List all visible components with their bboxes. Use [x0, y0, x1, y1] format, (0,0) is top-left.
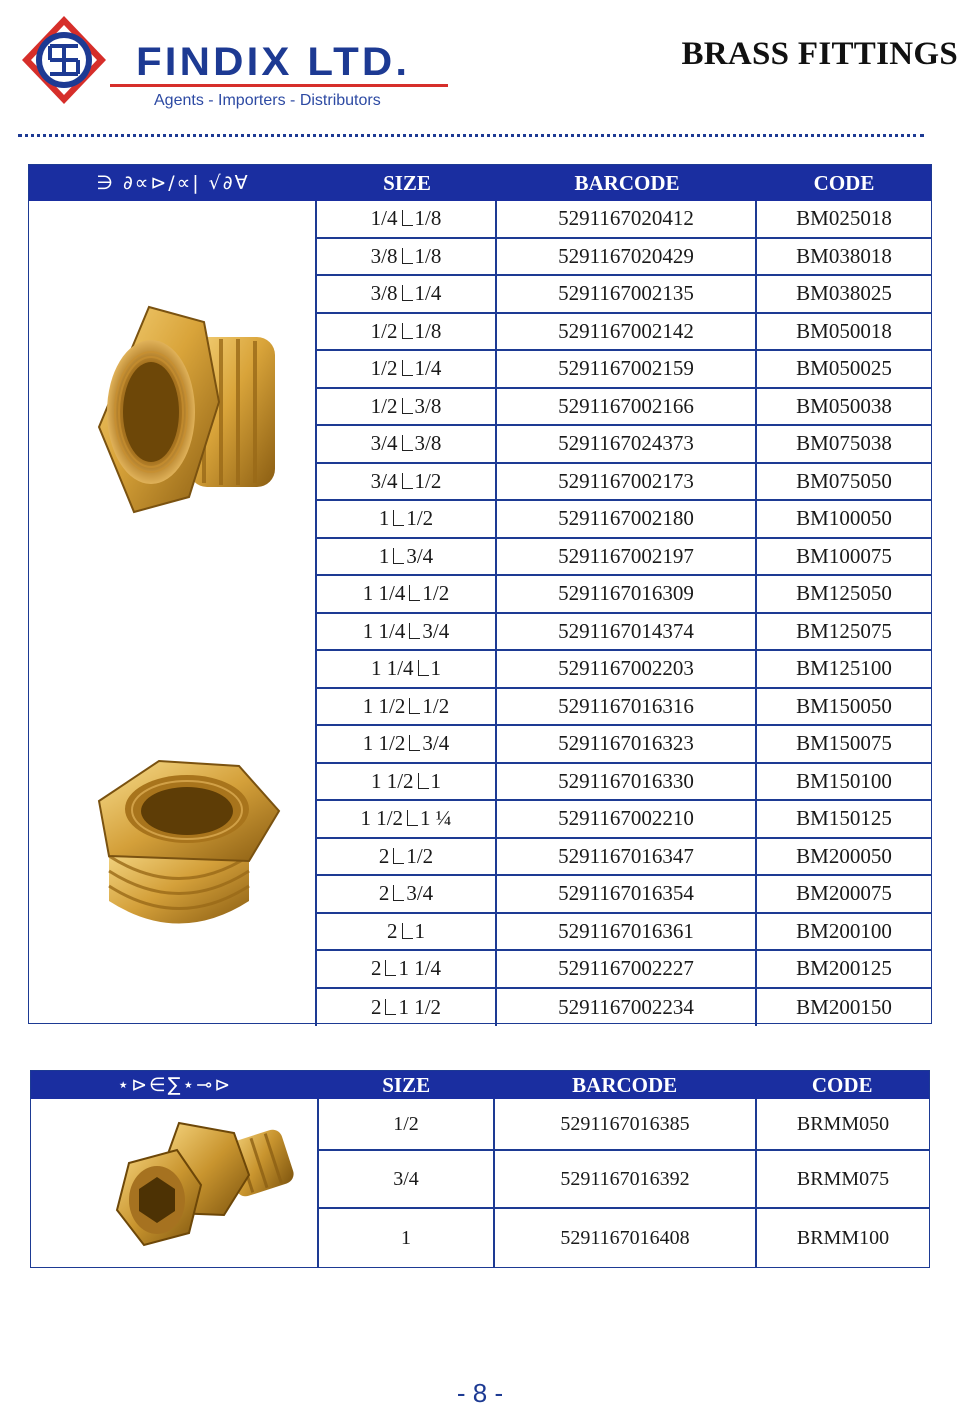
- size-minor: 3/4: [406, 543, 434, 568]
- brand-tagline: Agents - Importers - Distributors: [154, 92, 381, 109]
- reducer-separator-icon: [385, 960, 396, 976]
- size-major: 3/4: [370, 431, 398, 456]
- barcode-cell: 5291167016408: [493, 1209, 755, 1267]
- size-cell: [315, 726, 495, 762]
- size-minor: 1/8: [414, 243, 442, 268]
- barcode-cell: 5291167002197: [495, 539, 755, 575]
- size-cell: [315, 839, 495, 875]
- size-minor: 1/8: [414, 206, 442, 231]
- barcode-cell: 5291167020412: [495, 201, 755, 237]
- table-row: [315, 389, 931, 427]
- barcode-cell: 5291167002142: [495, 314, 755, 350]
- barcode-cell: 5291167016361: [495, 914, 755, 950]
- product-image-column: [29, 201, 317, 1023]
- size-cell: [315, 651, 495, 687]
- barcode-cell: 5291167002159: [495, 351, 755, 387]
- table-row: [315, 726, 931, 764]
- size-minor: 1/4: [414, 281, 442, 306]
- size-major: 3/4: [370, 468, 398, 493]
- size-major: 2: [378, 843, 390, 868]
- table-row: [315, 989, 931, 1027]
- barcode-cell: 5291167002173: [495, 464, 755, 500]
- size-major: 1 1/4: [362, 618, 406, 643]
- size-major: 1 1/4: [370, 656, 414, 681]
- size-cell: [315, 389, 495, 425]
- size-major: 1 1/4: [362, 581, 406, 606]
- findix-emblem-icon: [14, 10, 114, 110]
- table-row: [315, 501, 931, 539]
- size-minor: 1: [430, 768, 442, 793]
- table-row: [315, 801, 931, 839]
- size-minor: 1/4: [414, 356, 442, 381]
- barcode-cell: 5291167002203: [495, 651, 755, 687]
- size-cell: [315, 914, 495, 950]
- barcode-cell: 5291167002180: [495, 501, 755, 537]
- column-header-barcode: BARCODE: [574, 170, 680, 195]
- table-row: [315, 651, 931, 689]
- reducer-separator-icon: [385, 999, 396, 1015]
- size-cell: [315, 576, 495, 612]
- table-row: [317, 1099, 929, 1151]
- table-row: [315, 314, 931, 352]
- size-cell: [315, 464, 495, 500]
- barcode-cell: 5291167016354: [495, 876, 755, 912]
- table-row: [315, 914, 931, 952]
- size-cell: [315, 351, 495, 387]
- code-cell: BM150125: [755, 801, 931, 837]
- code-cell: BM125100: [755, 651, 931, 687]
- column-header-barcode: BARCODE: [572, 1072, 678, 1097]
- brand-name: FINDIX LTD.: [136, 40, 411, 84]
- reducer-separator-icon: [418, 773, 429, 789]
- union-title: ⋆⊳∈∑⋆⊸⊳: [117, 1074, 233, 1096]
- column-header-code: CODE: [813, 170, 875, 195]
- reducer-separator-icon: [409, 585, 420, 601]
- size-minor: 1/2: [422, 693, 450, 718]
- code-cell: BM200050: [755, 839, 931, 875]
- size-major: 1 1/2: [370, 768, 414, 793]
- reducer-separator-icon: [393, 848, 404, 864]
- size-cell: [315, 989, 495, 1027]
- size-minor: 1/2: [422, 581, 450, 606]
- size-cell: [315, 801, 495, 837]
- code-cell: BM200125: [755, 951, 931, 987]
- barcode-cell: 5291167002210: [495, 801, 755, 837]
- size-major: 1 1/2: [362, 731, 406, 756]
- reducer-separator-icon: [402, 248, 413, 264]
- code-cell: BM075050: [755, 464, 931, 500]
- barcode-cell: 5291167020429: [495, 239, 755, 275]
- header-divider: [18, 134, 924, 137]
- size-major: 1/2: [370, 393, 398, 418]
- size-minor: 3/8: [414, 393, 442, 418]
- size-major: 1/2: [370, 318, 398, 343]
- table-row: [317, 1209, 929, 1267]
- barcode-cell: 5291167002234: [495, 989, 755, 1027]
- bushings-table: [28, 164, 932, 1024]
- size-major: 1 1/2: [362, 693, 406, 718]
- reducer-separator-icon: [402, 473, 413, 489]
- size-minor: 1: [414, 918, 425, 943]
- reducer-separator-icon: [409, 623, 420, 639]
- size-minor: 1/8: [414, 318, 442, 343]
- company-logo: [14, 10, 454, 110]
- size-minor: 3/4: [406, 881, 434, 906]
- code-cell: BRMM050: [755, 1099, 929, 1149]
- union-rows: [317, 1099, 929, 1267]
- code-cell: BM200100: [755, 914, 931, 950]
- column-header-size: SIZE: [382, 1072, 431, 1097]
- table-row: [315, 426, 931, 464]
- code-cell: BM200150: [755, 989, 931, 1027]
- size-major: 1/4: [370, 206, 398, 231]
- size-major: 1: [378, 506, 390, 531]
- barcode-cell: 5291167016316: [495, 689, 755, 725]
- size-minor: 1/2: [414, 468, 442, 493]
- size-minor: 3/8: [414, 431, 442, 456]
- hex-bushing-icon: [79, 297, 299, 527]
- reducer-separator-icon: [402, 360, 413, 376]
- size-cell: [315, 689, 495, 725]
- reducer-separator-icon: [393, 510, 404, 526]
- bushings-table-header: [29, 165, 931, 201]
- reducer-separator-icon: [418, 660, 429, 676]
- size-cell: [315, 539, 495, 575]
- barcode-cell: 5291167002166: [495, 389, 755, 425]
- barcode-cell: 5291167016347: [495, 839, 755, 875]
- code-cell: BM050025: [755, 351, 931, 387]
- column-header-size: SIZE: [383, 170, 431, 195]
- bushings-rows: [315, 201, 931, 1026]
- size-minor: 1 ¼: [420, 806, 452, 831]
- reducer-separator-icon: [402, 285, 413, 301]
- barcode-cell: 5291167016392: [493, 1151, 755, 1207]
- code-cell: BM150050: [755, 689, 931, 725]
- barcode-cell: 5291167024373: [495, 426, 755, 462]
- reducer-separator-icon: [393, 548, 404, 564]
- table-row: [315, 276, 931, 314]
- table-row: [317, 1151, 929, 1209]
- size-cell: 1: [317, 1209, 493, 1267]
- size-major: 3/8: [370, 243, 398, 268]
- size-cell: 1/2: [317, 1099, 493, 1149]
- barcode-cell: 5291167016323: [495, 726, 755, 762]
- reducer-separator-icon: [407, 810, 418, 826]
- union-fitting-icon: [109, 1105, 299, 1255]
- table-row: [315, 351, 931, 389]
- code-cell: BM100050: [755, 501, 931, 537]
- size-cell: [315, 201, 495, 237]
- table-row: [315, 576, 931, 614]
- table-row: [315, 839, 931, 877]
- table-row: [315, 201, 931, 239]
- page-number: - 8 -: [456, 1378, 504, 1406]
- table-row: [315, 239, 931, 277]
- barcode-cell: 5291167002135: [495, 276, 755, 312]
- page-title: BRASS FITTINGS: [681, 36, 958, 72]
- size-cell: 3/4: [317, 1151, 493, 1207]
- hex-bushing-icon: [69, 741, 289, 941]
- product-image-column: [31, 1099, 319, 1267]
- code-cell: BM038018: [755, 239, 931, 275]
- code-cell: BM100075: [755, 539, 931, 575]
- reducer-separator-icon: [409, 735, 420, 751]
- reducer-separator-icon: [409, 698, 420, 714]
- union-table: [30, 1070, 930, 1268]
- table-row: [315, 951, 931, 989]
- code-cell: BM050018: [755, 314, 931, 350]
- size-cell: [315, 614, 495, 650]
- size-minor: 1: [430, 656, 442, 681]
- size-cell: [315, 876, 495, 912]
- brand-underline: [110, 84, 448, 87]
- barcode-cell: 5291167016309: [495, 576, 755, 612]
- code-cell: BM125075: [755, 614, 931, 650]
- size-cell: [315, 314, 495, 350]
- table-row: [315, 614, 931, 652]
- code-cell: BM125050: [755, 576, 931, 612]
- code-cell: BM025018: [755, 201, 931, 237]
- barcode-cell: 5291167016385: [493, 1099, 755, 1149]
- size-cell: [315, 951, 495, 987]
- barcode-cell: 5291167002227: [495, 951, 755, 987]
- size-minor: 1 1/2: [398, 994, 442, 1019]
- reducer-separator-icon: [402, 435, 413, 451]
- size-minor: 1/2: [406, 506, 434, 531]
- size-major: 2: [378, 881, 390, 906]
- size-minor: 1 1/4: [398, 956, 442, 981]
- code-cell: BRMM075: [755, 1151, 929, 1207]
- code-cell: BM200075: [755, 876, 931, 912]
- size-minor: 1/2: [406, 843, 434, 868]
- size-major: 1 1/2: [360, 806, 404, 831]
- table-row: [315, 464, 931, 502]
- size-cell: [315, 239, 495, 275]
- barcode-cell: 5291167014374: [495, 614, 755, 650]
- size-minor: 3/4: [422, 731, 450, 756]
- size-major: 3/8: [370, 281, 398, 306]
- size-cell: [315, 764, 495, 800]
- size-major: 1: [378, 543, 390, 568]
- reducer-separator-icon: [402, 398, 413, 414]
- size-minor: 3/4: [422, 618, 450, 643]
- bushings-title: ∋ ∂∝⊳/∝| √∂∀: [96, 172, 250, 194]
- code-cell: BM150100: [755, 764, 931, 800]
- reducer-separator-icon: [402, 323, 413, 339]
- reducer-separator-icon: [402, 923, 413, 939]
- table-row: [315, 539, 931, 577]
- code-cell: BRMM100: [755, 1209, 929, 1267]
- table-row: [315, 764, 931, 802]
- reducer-separator-icon: [402, 210, 413, 226]
- reducer-separator-icon: [393, 885, 404, 901]
- size-cell: [315, 501, 495, 537]
- size-major: 2: [370, 994, 382, 1019]
- union-table-header: [31, 1071, 929, 1099]
- barcode-cell: 5291167016330: [495, 764, 755, 800]
- size-cell: [315, 276, 495, 312]
- column-header-code: CODE: [811, 1072, 873, 1097]
- table-row: [315, 689, 931, 727]
- code-cell: BM038025: [755, 276, 931, 312]
- table-row: [315, 876, 931, 914]
- size-major: 2: [387, 918, 398, 943]
- code-cell: BM075038: [755, 426, 931, 462]
- size-cell: [315, 426, 495, 462]
- code-cell: BM050038: [755, 389, 931, 425]
- size-major: 2: [370, 956, 382, 981]
- size-major: 1/2: [370, 356, 398, 381]
- code-cell: BM150075: [755, 726, 931, 762]
